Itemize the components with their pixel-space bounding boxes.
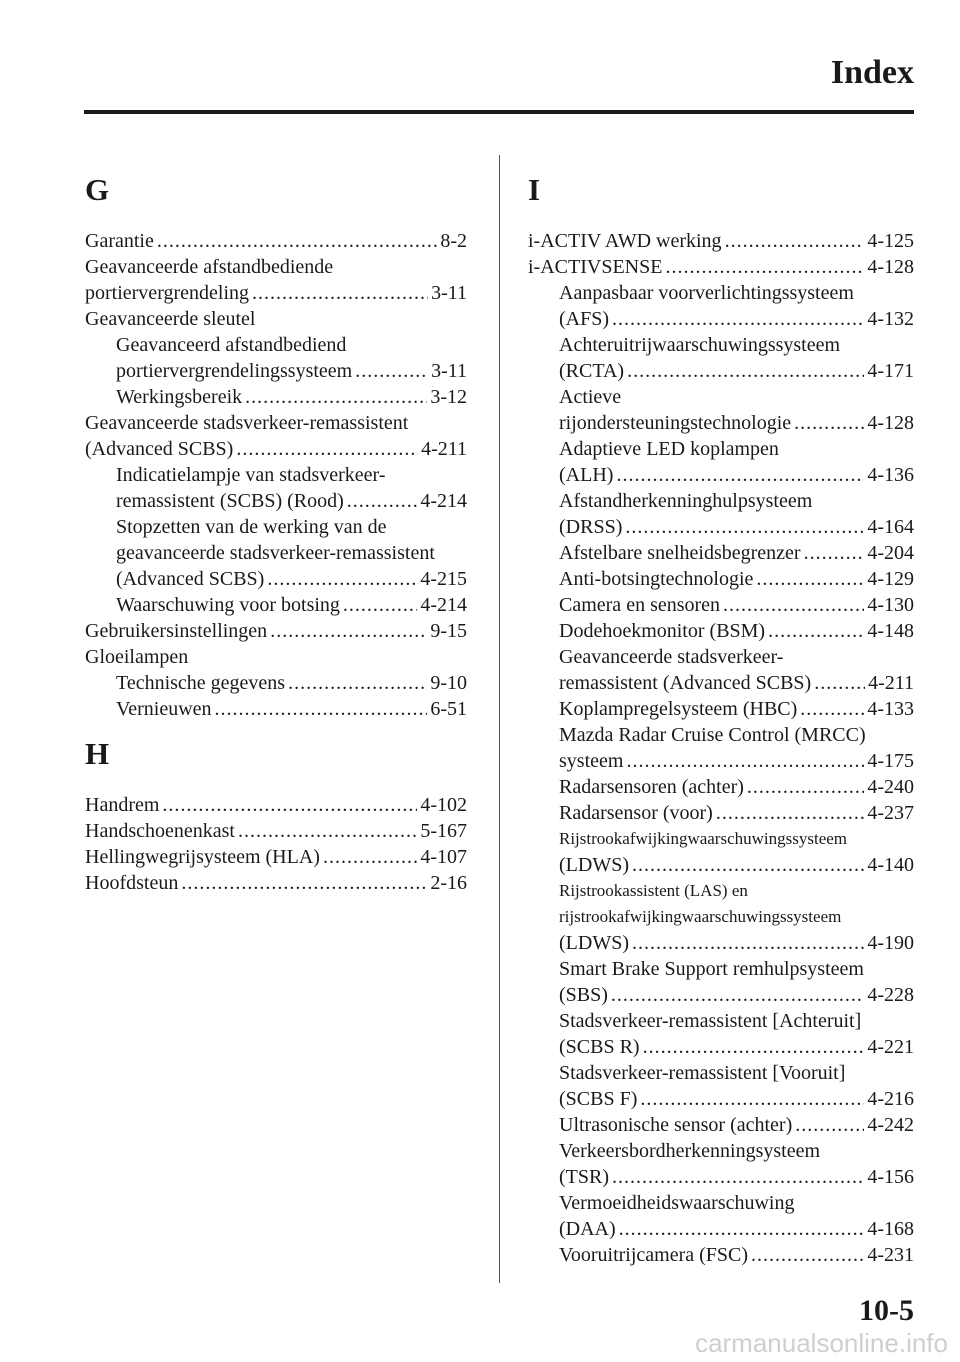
entry-page-ref: 4-240 [867, 776, 914, 798]
entry-page-ref: 4-102 [420, 794, 467, 816]
index-entry [85, 792, 467, 818]
entry-term: Koplampregelsysteem (HBC) [559, 698, 798, 720]
index-subentry [85, 540, 467, 566]
index-entry [528, 254, 914, 280]
entry-page-ref: 4-211 [421, 438, 467, 460]
index-entry [85, 818, 467, 844]
dot-leader [768, 618, 864, 644]
entry-term: i-ACTIVSENSE [528, 256, 663, 278]
entry-page-ref: 4-242 [867, 1114, 914, 1136]
entry-term: Camera en sensoren [559, 594, 721, 616]
dot-leader [355, 358, 428, 384]
entry-page-ref: 4-216 [867, 1088, 914, 1110]
entry-page-ref: 4-214 [420, 490, 467, 512]
entry-term: (RCTA) [559, 360, 625, 382]
index-subentry [528, 332, 914, 358]
entry-term: Garantie [85, 230, 154, 252]
entry-page-ref: 4-164 [867, 516, 914, 538]
index-entry [85, 436, 467, 462]
entry-page-ref: 4-130 [867, 594, 914, 616]
index-subentry [528, 462, 914, 488]
index-entry [85, 280, 467, 306]
dot-leader [751, 1242, 864, 1268]
index-section-i [528, 170, 914, 1268]
index-subentry [528, 982, 914, 1008]
index-subentry [528, 1112, 914, 1138]
index-entry [528, 228, 914, 254]
entry-page-ref: 4-228 [867, 984, 914, 1006]
index-subentry [528, 592, 914, 618]
dot-leader [267, 566, 417, 592]
entry-page-ref: 4-136 [867, 464, 914, 486]
entry-term: Rijstrookassistent (LAS) en [559, 881, 748, 900]
entry-page-ref: 9-15 [430, 620, 467, 642]
dot-leader [270, 618, 427, 644]
entry-term: Rijstrookafwijkingwaarschuwingssysteem [559, 829, 848, 848]
entry-page-ref: 2-16 [430, 872, 467, 894]
entry-term: Verkeersbordherkenningsysteem [559, 1140, 821, 1162]
dot-leader [181, 870, 427, 896]
entry-term: remassistent (SCBS) (Rood) [116, 490, 344, 512]
dot-leader [794, 410, 864, 436]
entry-page-ref: 4-107 [420, 846, 467, 868]
dot-leader [723, 592, 864, 618]
dot-leader [626, 748, 864, 774]
index-subentry [528, 852, 914, 878]
entry-page-ref: 4-204 [867, 542, 914, 564]
dot-leader [157, 228, 437, 254]
entry-term: rijstrookafwijkingwaarschuwingssysteem [559, 907, 842, 926]
entry-term: systeem [559, 750, 624, 772]
entry-page-ref: 9-10 [430, 672, 467, 694]
index-subentry [528, 878, 914, 904]
index-subentry [85, 384, 467, 410]
index-subentry [528, 930, 914, 956]
entry-term: Ultrasonische sensor (achter) [559, 1114, 793, 1136]
entry-term: (TSR) [559, 1166, 609, 1188]
entry-term: Adaptieve LED koplampen [559, 438, 779, 460]
entry-page-ref: 8-2 [440, 230, 467, 252]
entry-term: Afstandherkenninghulpsysteem [559, 490, 813, 512]
entry-page-ref: 4-128 [867, 412, 914, 434]
index-subentry [528, 1164, 914, 1190]
entry-page-ref: 4-140 [867, 854, 914, 876]
index-subentry [85, 358, 467, 384]
entry-term: Actieve [559, 386, 622, 408]
entry-term: Radarsensoren (achter) [559, 776, 744, 798]
entry-term: (ALH) [559, 464, 614, 486]
dot-leader [288, 670, 427, 696]
entry-page-ref: 5-167 [420, 820, 467, 842]
index-subentry [528, 1060, 914, 1086]
entry-page-ref: 3-12 [430, 386, 467, 408]
index-subentry [528, 1138, 914, 1164]
dot-leader [215, 696, 428, 722]
index-subentry [85, 670, 467, 696]
entry-list [528, 228, 914, 1268]
entry-term: Gloeilampen [85, 646, 189, 668]
page-title: Index [830, 54, 914, 91]
dot-leader [665, 254, 864, 280]
entry-term: remassistent (Advanced SCBS) [559, 672, 812, 694]
entry-term: Handschoenenkast [85, 820, 235, 842]
dot-leader [632, 852, 864, 878]
entry-page-ref: 4-133 [867, 698, 914, 720]
index-entry [85, 870, 467, 896]
entry-page-ref: 4-156 [867, 1166, 914, 1188]
entry-term: (AFS) [559, 308, 610, 330]
entry-term: Vermoeidheidswaarschuwing [559, 1192, 795, 1214]
index-subentry [85, 462, 467, 488]
index-subentry [528, 826, 914, 852]
index-subentry [528, 1242, 914, 1268]
entry-term: Waarschuwing voor botsing [116, 594, 340, 616]
entry-term: Werkingsbereik [116, 386, 243, 408]
index-subentry [85, 332, 467, 358]
dot-leader [236, 436, 418, 462]
entry-page-ref: 4-231 [867, 1244, 914, 1266]
entry-list [85, 228, 467, 722]
dot-leader [800, 696, 864, 722]
entry-term: Geavanceerde stadsverkeer- [559, 646, 784, 668]
dot-leader [245, 384, 427, 410]
entry-term: Geavanceerde sleutel [85, 308, 256, 330]
entry-term: Afstelbare snelheidsbegrenzer [559, 542, 801, 564]
index-subentry [528, 696, 914, 722]
index-subentry [528, 1216, 914, 1242]
index-subentry [528, 618, 914, 644]
index-subentry [528, 1034, 914, 1060]
index-subentry [528, 956, 914, 982]
entry-term: (SCBS F) [559, 1088, 638, 1110]
index-subentry [528, 306, 914, 332]
entry-term: Dodehoekmonitor (BSM) [559, 620, 766, 642]
dot-leader [804, 540, 865, 566]
dot-leader [643, 1034, 865, 1060]
entry-term: geavanceerde stadsverkeer-remassistent [116, 542, 435, 564]
entry-page-ref: 4-128 [867, 256, 914, 278]
index-entry [85, 306, 467, 332]
index-subentry [528, 1086, 914, 1112]
entry-term: (DRSS) [559, 516, 623, 538]
entry-term: (Advanced SCBS) [116, 568, 265, 590]
entry-term: rijondersteuningstechnologie [559, 412, 792, 434]
index-column-left [85, 170, 467, 908]
index-subentry [528, 488, 914, 514]
entry-term: i-ACTIV AWD werking [528, 230, 722, 252]
entry-page-ref: 6-51 [430, 698, 467, 720]
dot-leader [347, 488, 418, 514]
entry-term: Mazda Radar Cruise Control (MRCC) [559, 724, 866, 746]
entry-term: Anti-botsingtechnologie [559, 568, 754, 590]
entry-term: Stadsverkeer-remassistent [Achteruit] [559, 1010, 862, 1032]
dot-leader [725, 228, 865, 254]
entry-term: Hoofdsteun [85, 872, 179, 894]
entry-page-ref: 3-11 [431, 360, 467, 382]
entry-term: Indicatielampje van stadsverkeer- [116, 464, 386, 486]
index-subentry [528, 384, 914, 410]
section-letter: H [85, 736, 110, 771]
entry-term: Handrem [85, 794, 160, 816]
entry-term: Smart Brake Support remhulpsysteem [559, 958, 864, 980]
entry-term: Technische gegevens [116, 672, 286, 694]
index-subentry [528, 774, 914, 800]
entry-term: (SBS) [559, 984, 608, 1006]
entry-term: Vooruitrijcamera (FSC) [559, 1244, 749, 1266]
index-subentry [528, 644, 914, 670]
index-subentry [528, 670, 914, 696]
dot-leader [716, 800, 864, 826]
index-subentry [528, 410, 914, 436]
entry-term: (SCBS R) [559, 1036, 640, 1058]
entry-term: Gebruikersinstellingen [85, 620, 268, 642]
page-number: 10-5 [859, 1294, 914, 1327]
entry-page-ref: 4-129 [867, 568, 914, 590]
entry-page-ref: 4-175 [867, 750, 914, 772]
index-subentry [528, 358, 914, 384]
index-subentry [528, 800, 914, 826]
entry-term: Geavanceerde stadsverkeer-remassistent [85, 412, 409, 434]
dot-leader [627, 358, 864, 384]
index-subentry [85, 566, 467, 592]
dot-leader [611, 982, 864, 1008]
entry-page-ref: 4-211 [868, 672, 914, 694]
dot-leader [343, 592, 417, 618]
dot-leader [612, 306, 864, 332]
dot-leader [756, 566, 864, 592]
index-column-right [528, 170, 914, 1280]
entry-page-ref: 4-214 [420, 594, 467, 616]
entry-page-ref: 4-190 [867, 932, 914, 954]
index-section-g [85, 170, 467, 722]
column-divider [499, 155, 500, 1283]
index-subentry [528, 566, 914, 592]
entry-term: Stopzetten van de werking van de [116, 516, 387, 538]
entry-term: Geavanceerd afstandbediend [116, 334, 347, 356]
index-subentry [528, 436, 914, 462]
entry-term: (LDWS) [559, 854, 629, 876]
entry-term: Geavanceerde afstandbediende [85, 256, 334, 278]
dot-leader [795, 1112, 864, 1138]
entry-term: (LDWS) [559, 932, 629, 954]
index-subentry [528, 1008, 914, 1034]
dot-leader [616, 462, 864, 488]
index-entry [85, 410, 467, 436]
index-subentry [528, 904, 914, 930]
index-subentry [85, 592, 467, 618]
entry-term: portiervergrendeling [85, 282, 250, 304]
entry-term: portiervergrendelingssysteem [116, 360, 353, 382]
index-entry [85, 644, 467, 670]
dot-leader [612, 1164, 864, 1190]
dot-leader [632, 930, 864, 956]
entry-term: (DAA) [559, 1218, 616, 1240]
dot-leader [252, 280, 428, 306]
index-subentry [528, 514, 914, 540]
entry-page-ref: 4-168 [867, 1218, 914, 1240]
index-subentry [85, 514, 467, 540]
dot-leader [625, 514, 864, 540]
index-subentry [528, 540, 914, 566]
dot-leader [323, 844, 417, 870]
index-entry [85, 618, 467, 644]
entry-term: Hellingwegrijsysteem (HLA) [85, 846, 320, 868]
entry-page-ref: 4-132 [867, 308, 914, 330]
dot-leader [640, 1086, 864, 1112]
entry-page-ref: 4-125 [867, 230, 914, 252]
index-entry [85, 254, 467, 280]
entry-list [85, 792, 467, 896]
entry-page-ref: 4-237 [867, 802, 914, 824]
dot-leader [162, 792, 417, 818]
index-subentry [528, 280, 914, 306]
entry-term: Achteruitrijwaarschuwingssysteem [559, 334, 841, 356]
watermark-text: carmanualsonline.info [695, 1328, 948, 1358]
entry-term: Aanpasbaar voorverlichtingssysteem [559, 282, 854, 304]
index-subentry [528, 748, 914, 774]
entry-page-ref: 4-221 [867, 1036, 914, 1058]
index-subentry [85, 696, 467, 722]
header-rule [84, 110, 914, 114]
index-entry [85, 228, 467, 254]
dot-leader [619, 1216, 865, 1242]
entry-term: Radarsensor (voor) [559, 802, 713, 824]
index-entry [85, 844, 467, 870]
dot-leader [238, 818, 417, 844]
index-section-h [85, 734, 467, 896]
index-subentry [85, 488, 467, 514]
dot-leader [747, 774, 864, 800]
entry-page-ref: 4-215 [420, 568, 467, 590]
index-subentry [528, 1190, 914, 1216]
entry-term: (Advanced SCBS) [85, 438, 234, 460]
index-subentry [528, 722, 914, 748]
dot-leader [814, 670, 865, 696]
entry-term: Vernieuwen [116, 698, 212, 720]
entry-page-ref: 4-148 [867, 620, 914, 642]
entry-page-ref: 3-11 [431, 282, 467, 304]
entry-term: Stadsverkeer-remassistent [Vooruit] [559, 1062, 846, 1084]
entry-page-ref: 4-171 [867, 360, 914, 382]
section-letter: G [85, 172, 110, 207]
section-letter: I [528, 172, 541, 207]
